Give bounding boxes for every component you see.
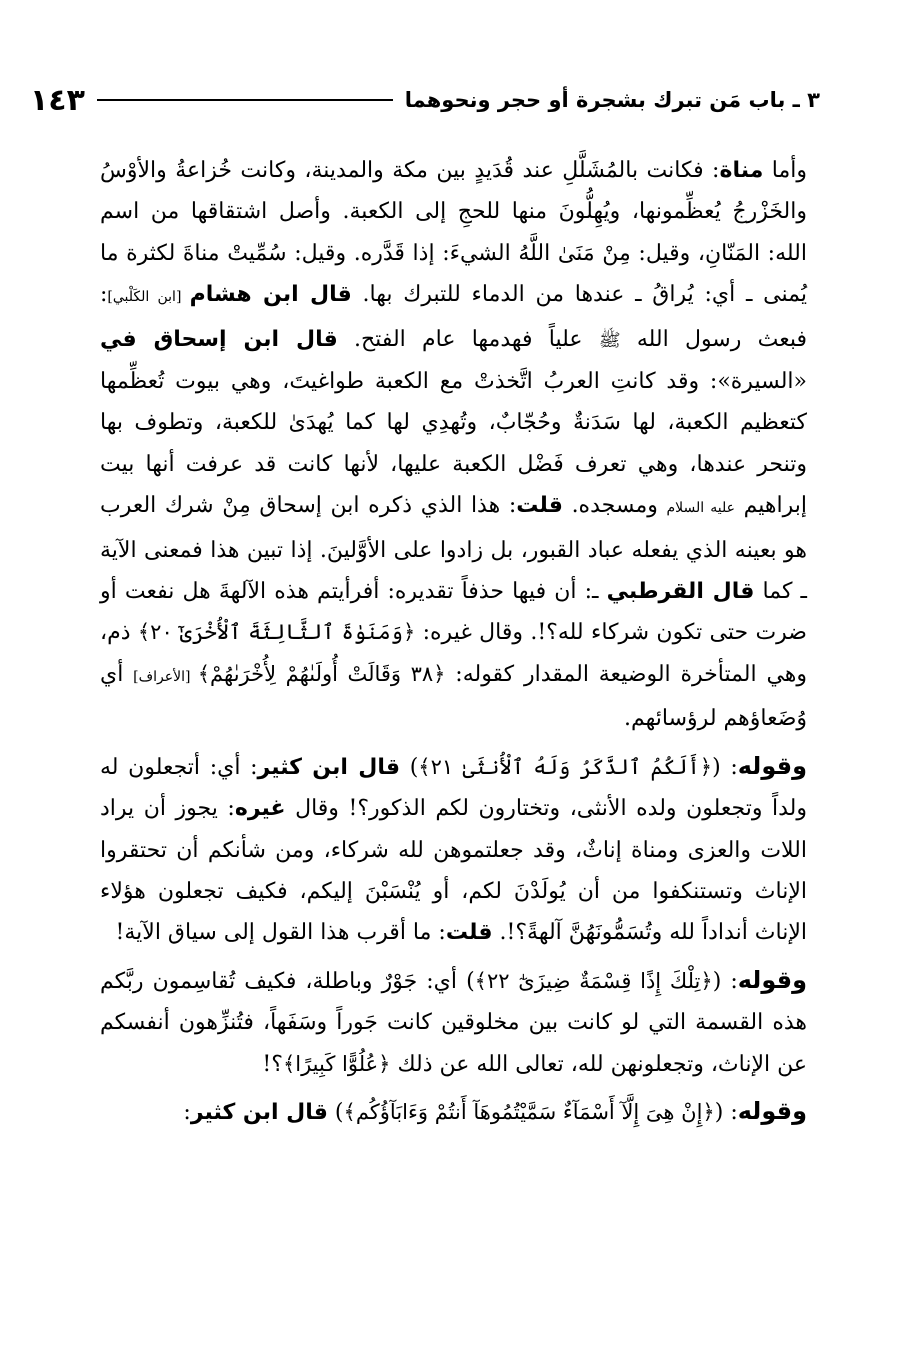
text: : ( xyxy=(712,754,738,780)
quran-verse: ﴿تِلْكَ إِذًا قِسْمَةٌ ضِيزَىٰٓ ٢٢﴾ xyxy=(474,968,713,993)
citation-other: غيره xyxy=(234,796,286,822)
section-lead: وقوله xyxy=(737,751,807,780)
paragraph-verse-22 xyxy=(100,960,807,1085)
quran-verse: ﴿إِنْ هِىَ إِلَّآ أَسْمَآءٌ سَمَّيْتُمُوهَآ أَنتُمْ وَءَابَآؤُكُم﴾ xyxy=(343,1099,715,1124)
text: : ( xyxy=(714,1099,738,1125)
text: ) xyxy=(327,1099,344,1125)
quran-verse: ﴿أَلَكُمُ ٱلذَّكَرُ وَلَهُ ٱلْأُنثَىٰ ٢١﴾ xyxy=(418,754,713,779)
text: علياً فهدمها عام الفتح. xyxy=(337,326,599,352)
quran-verse: ﴿٣٨ وَقَالَتْ أُولَىٰهُمْ لِأُخْرَىٰهُمْ﴾ xyxy=(197,661,446,686)
text: : xyxy=(183,1099,191,1125)
text: ؟! xyxy=(262,1051,283,1077)
citation-ibn-hisham: قال ابن هشام xyxy=(189,282,352,308)
citation-qurtubi: قال القرطبي xyxy=(606,579,755,605)
quran-verse: ﴿وَمَنَوٰةَ ٱلثَّالِثَةَ ٱلْأُخْرَىٰٓ ٢٠﴾ xyxy=(137,620,416,645)
text: وأما xyxy=(763,158,808,183)
salutation-glyph: ﷺ xyxy=(598,329,621,351)
text: أي وُضَعاؤهم لرؤسائهم. xyxy=(100,661,807,732)
text: ـ: أن فيها حذفاً تقديره: أفرأيتم هذه الآلهةَ هل نفعت أو ضرت حتى تكون شركاء لله؟!. وقال غيره: xyxy=(100,579,807,646)
text: : فكانت بالمُشَلَّلِ عند قُدَيدٍ بين مكة والمدينة، وكانت خُزاعةُ والأوْسُ والخَزْرجُ يُعظِّمونها، ويُهِلُّونَ منها للحجِ إلى الكعبة. وأصل اشتقاقها من اسم الله: المَنّانِ، وقيل: مِنْ مَنَىٰ اللَّهُ الشيءَ: إذا قَدَّره. وقيل: سُمِّيتْ مناةَ لكثرة ما يُمنى ـ أي: يُراقُ ـ عندها من الدماء للتبرك بها. xyxy=(100,158,807,308)
page-body xyxy=(100,150,807,1133)
section-lead: وقوله xyxy=(737,1096,807,1125)
text: ذم، وهي المتأخرة الوضيعة المقدار كقوله: xyxy=(100,620,808,687)
page-header xyxy=(30,78,820,122)
paragraph-verse-23 xyxy=(100,1091,807,1133)
citation-ibn-ishaq: قال ابن إسحاق في xyxy=(100,326,338,352)
text: ) أي: جَوْرٌ وباطلة، فكيف تُقاسِمون ربَّكم هذه القسمة التي لو كانت بين مخلوقين كانت جَوراً وسَفَهاً، فتُنزِّهون أنفسكم عن الإناث، وتجعلونهن لله، تعالى الله عن ذلك xyxy=(100,968,807,1077)
citation-note: [ابن الكَلْبي] xyxy=(107,289,190,306)
chapter-title: ٣ ـ باب مَن تبرك بشجرة أو حجر ونحوهما xyxy=(404,88,820,112)
term-manat: مناة xyxy=(719,158,764,183)
citation-ibn-kathir: قال ابن كثير xyxy=(190,1099,328,1125)
page-number: ١٤٣ xyxy=(30,82,85,118)
header-rule xyxy=(97,99,393,101)
text: «السيرة»: وقد كانتِ العربُ اتَّخذتْ مع الكعبة طواغيتَ، وهي بيوت تُعظِّمها كتعظيم الكعبة، لها سَدَنةٌ وحُجّابٌ، وتُهدِي لها كما يُهدَىٰ للكعبة، وتطوف بها وتنحر عندها، وهي تعرف فَضْل الكعبة عليها، لأنها كانت قد عرفت أنها بيت إبراهيم xyxy=(100,369,807,519)
paragraph-manat xyxy=(100,150,807,740)
author-note-qultu: قلت xyxy=(516,493,563,519)
text: : أي: أتجعلون له ولداً وتجعلون ولده الأنثى، وتختارون لكم الذكور؟! وقال xyxy=(100,754,807,822)
quran-verse: ﴿عُلُوًّا كَبِيرًا﴾ xyxy=(282,1051,391,1076)
salutation-glyph: عليه السلام xyxy=(666,500,735,517)
text: : ما أقرب هذا القول إلى سياق الآية! xyxy=(115,920,446,946)
text: : هذا الذي ذكره ابن إسحاق مِنْ شرك العرب هو بعينه الذي يفعله عباد القبور، بل زادوا على الأوَّلينَ. إذا تبين هذا فمعنى الآية ـ كما xyxy=(100,493,807,605)
text: : فبعث رسول الله xyxy=(100,282,807,352)
author-note-qultu: قلت xyxy=(445,920,493,946)
text: : يجوز أن يراد اللات والعزى ومناة إناثٌ، وقد جعلتموهن لله شركاء، ومن شأنكم أن تحتقروا الإناث وتستنكفوا من أن يُولَدْنَ لكم، أو يُنْسَبْنَ إليكم، فكيف تجعلون هؤلاء الإناث أنداداً لله وتُسَمُّونَهُنَّ آلهةً؟!. xyxy=(100,796,807,946)
citation-ibn-kathir: قال ابن كثير xyxy=(257,754,401,780)
section-lead: وقوله xyxy=(737,965,807,994)
paragraph-verse-21 xyxy=(100,746,807,954)
text: ) xyxy=(400,754,419,780)
text: ومسجده. xyxy=(562,493,667,519)
surah-reference: [الأعراف] xyxy=(133,668,198,685)
text: : ( xyxy=(712,968,738,994)
